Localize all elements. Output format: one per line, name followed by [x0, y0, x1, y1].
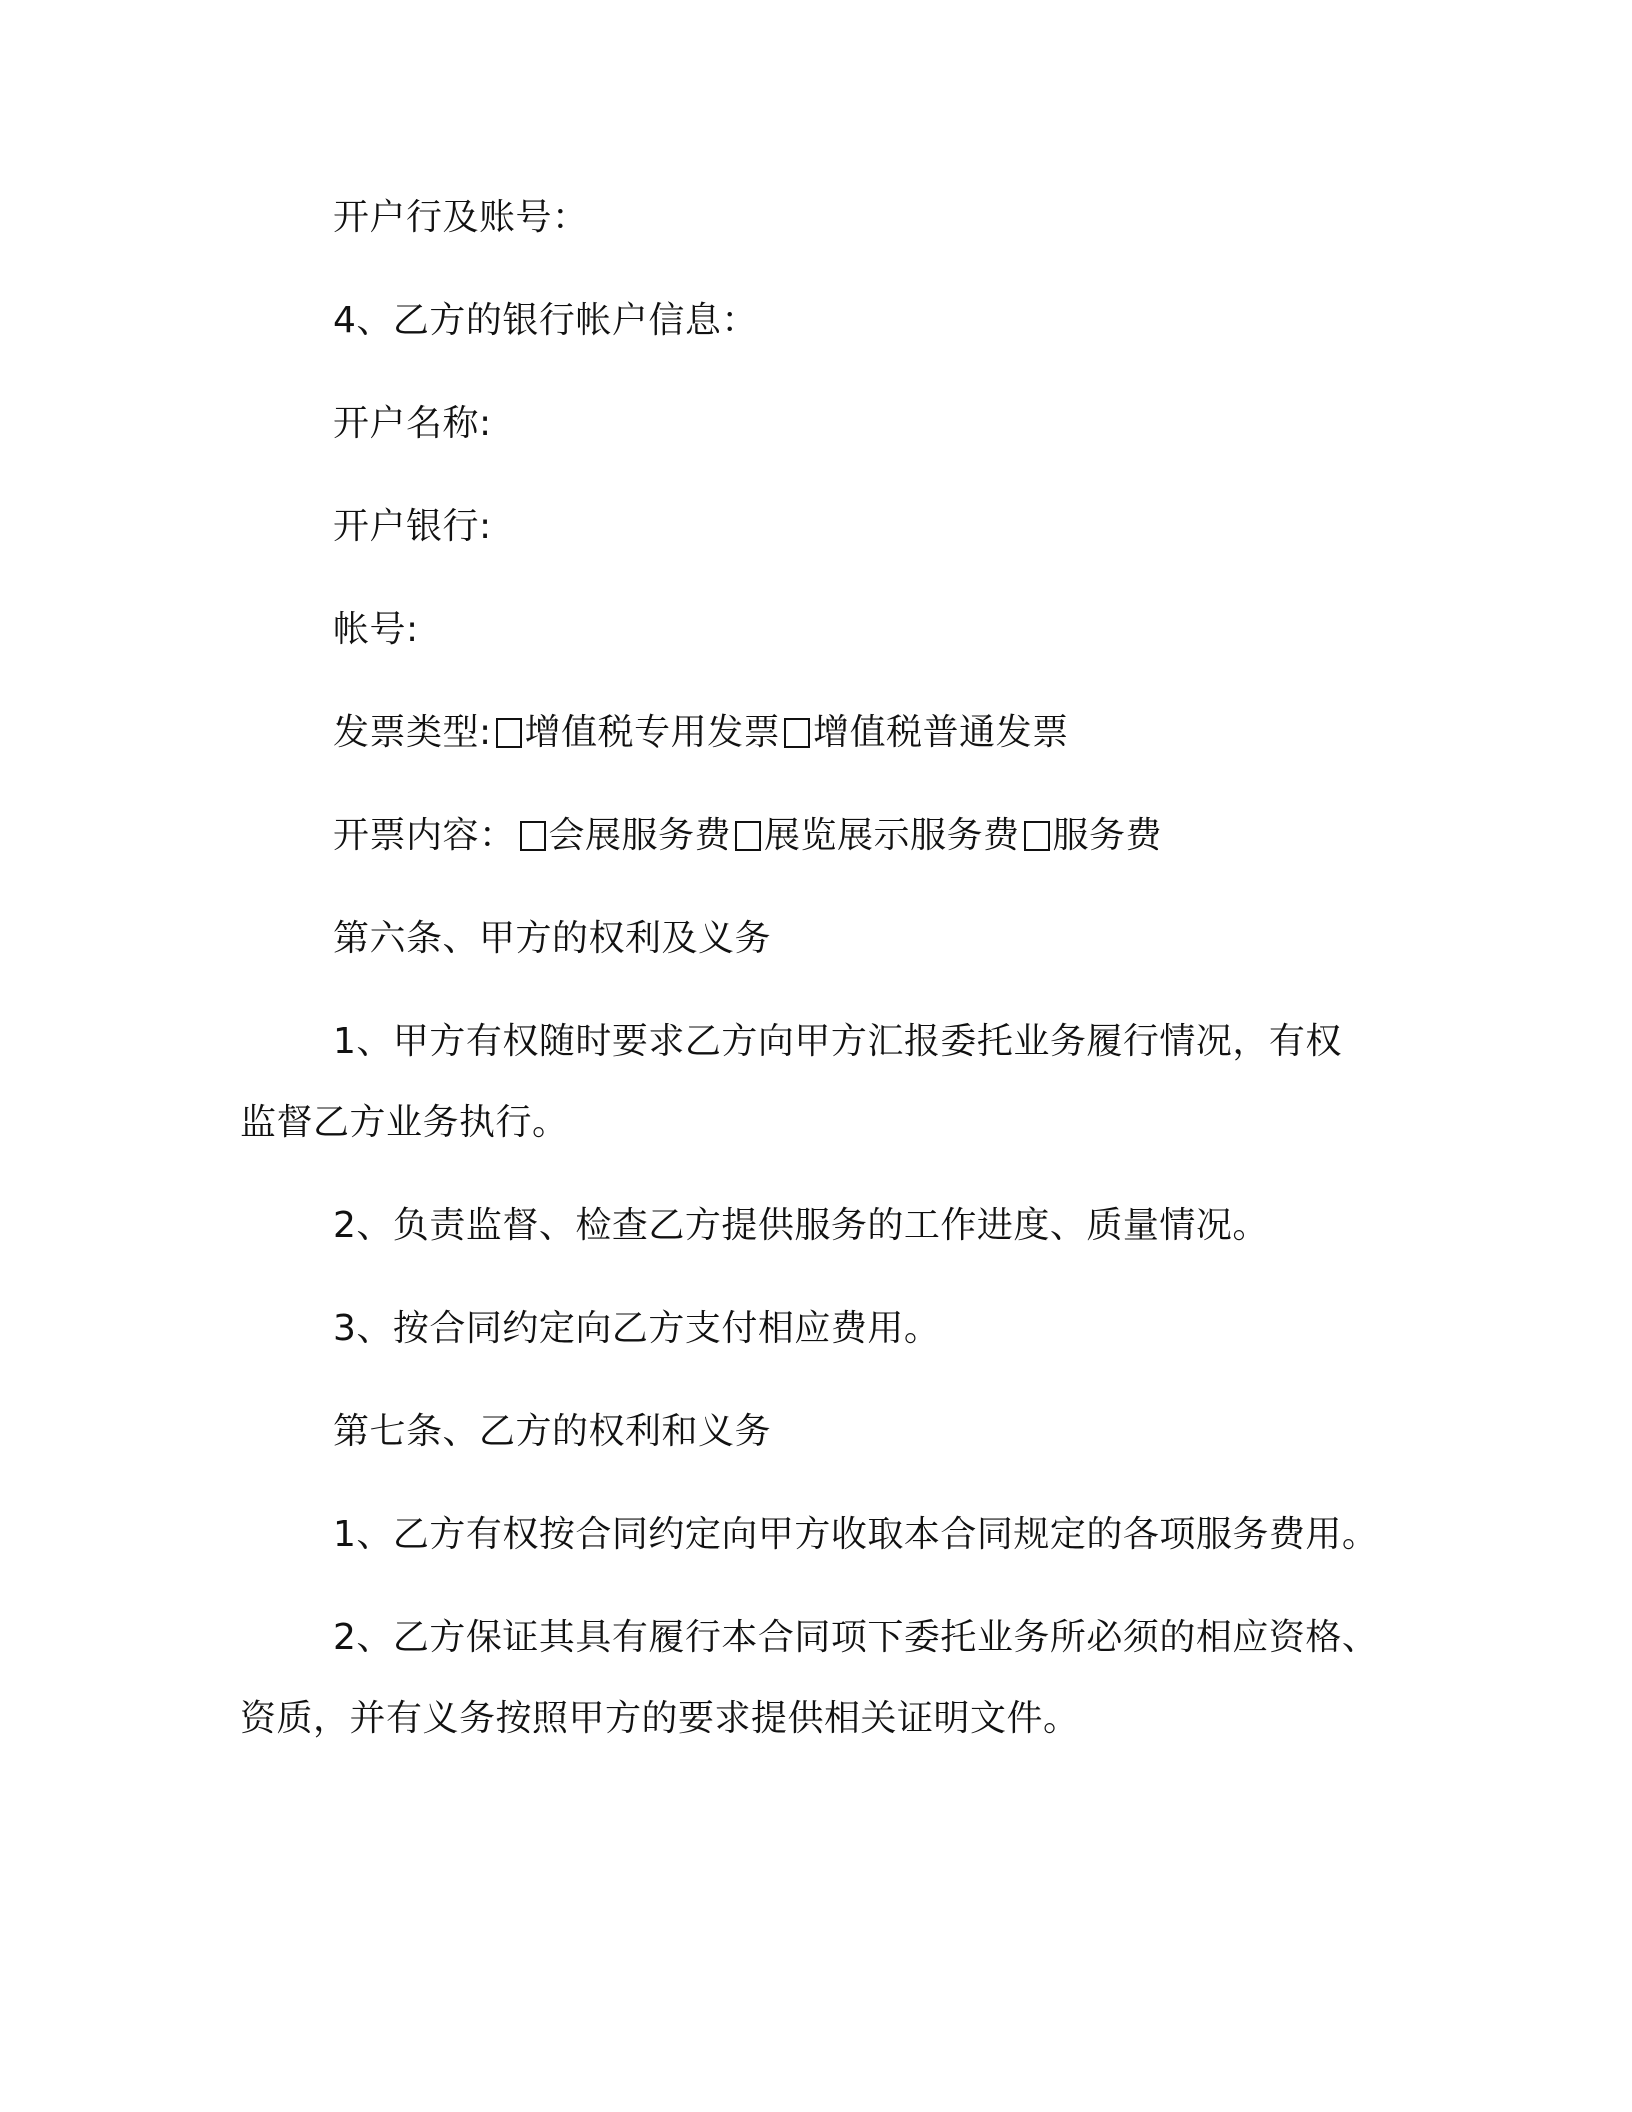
invoice-type-option: 增值税普通发票 — [813, 712, 1069, 753]
checkbox-icon[interactable] — [496, 718, 522, 748]
article-7-item-1: 1、乙方有权按合同约定向甲方收取本合同规定的各项服务费用。 — [333, 1514, 1379, 1555]
bank-account-line: 开户行及账号： — [333, 197, 589, 238]
invoice-type-option: 增值税专用发票 — [524, 712, 781, 753]
checkbox-icon[interactable] — [784, 718, 810, 748]
article-6-item-3: 3、按合同约定向乙方支付相应费用。 — [333, 1308, 941, 1349]
article-6-item-2: 2、负责监督、检查乙方提供服务的工作进度、质量情况。 — [333, 1205, 1269, 1246]
invoice-type-label: 发票类型: — [333, 712, 492, 753]
article-7-item-2: 2、乙方保证其具有履行本合同项下委托业务所必须的相应资格、 — [333, 1617, 1379, 1658]
article-6-item-1-cont: 监督乙方业务执行。 — [240, 1102, 569, 1143]
checkbox-icon[interactable] — [520, 821, 546, 851]
account-bank-line: 开户银行: — [333, 506, 492, 547]
article-7-heading: 第七条、乙方的权利和义务 — [333, 1411, 772, 1452]
checkbox-icon[interactable] — [735, 821, 761, 851]
invoice-content-option: 会展服务费 — [548, 815, 732, 856]
party-b-bank-info-heading: 4、乙方的银行帐户信息： — [333, 300, 758, 341]
invoice-type-line — [333, 711, 1069, 755]
article-6-item-1: 1、甲方有权随时要求乙方向甲方汇报委托业务履行情况，有权 — [333, 1021, 1342, 1062]
invoice-content-line — [333, 814, 1162, 858]
account-number-line: 帐号: — [333, 609, 419, 650]
invoice-content-label: 开票内容： — [333, 815, 516, 856]
invoice-content-option: 服务费 — [1052, 815, 1163, 856]
checkbox-icon[interactable] — [1024, 821, 1050, 851]
invoice-content-option: 展览展示服务费 — [764, 815, 1020, 856]
account-name-line: 开户名称: — [333, 403, 492, 444]
article-7-item-2-cont: 资质，并有义务按照甲方的要求提供相关证明文件。 — [240, 1698, 1080, 1739]
article-6-heading: 第六条、甲方的权利及义务 — [333, 918, 772, 959]
